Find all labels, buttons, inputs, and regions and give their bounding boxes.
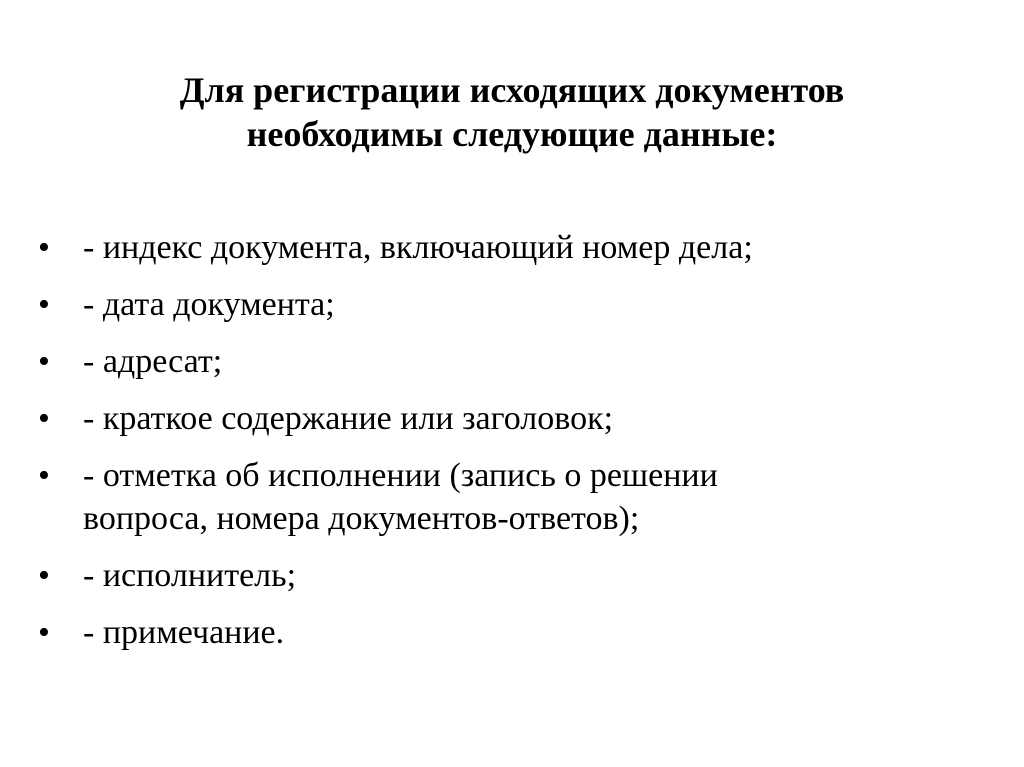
bullet-dot-icon: • [38, 614, 50, 651]
bullet-text: - краткое содержание или заголовок; [83, 400, 614, 437]
slide-title [0, 68, 1024, 156]
bullet-text: - адресат; [83, 343, 223, 380]
bullet-item-index [38, 226, 998, 269]
bullet-item-addressee [38, 340, 998, 383]
bullet-dot-icon: • [38, 557, 50, 594]
bullet-item-executor [38, 554, 998, 597]
bullet-item-summary [38, 397, 998, 440]
bullet-list [38, 226, 998, 668]
bullet-dot-icon: • [38, 286, 50, 323]
bullet-text: - дата документа; [83, 286, 335, 323]
bullet-item-date [38, 283, 998, 326]
bullet-item-note [38, 611, 998, 654]
bullet-text: - примечание. [83, 614, 285, 651]
bullet-text-line-2: вопроса, номера документов-ответов); [83, 500, 640, 537]
bullet-text-line-1: - отметка об исполнении (запись о решении [83, 457, 718, 494]
bullet-item-execution-mark [38, 454, 998, 540]
slide-title-line-1: Для регистрации исходящих документов [179, 70, 845, 110]
bullet-dot-icon: • [38, 229, 50, 266]
bullet-text: - исполнитель; [83, 557, 297, 594]
bullet-dot-icon: • [38, 343, 50, 380]
bullet-text: - индекс документа, включающий номер дела; [83, 229, 753, 266]
bullet-dot-icon: • [38, 457, 50, 494]
bullet-dot-icon: • [38, 400, 50, 437]
slide-title-line-2: необходимы следующие данные: [246, 114, 778, 154]
